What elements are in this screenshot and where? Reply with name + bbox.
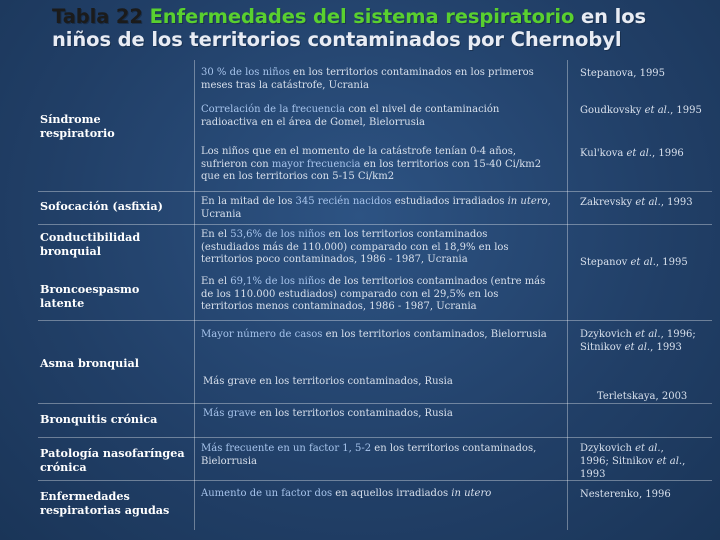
- table-number: Tabla 22: [52, 5, 143, 28]
- reference-author: Dzykovich: [580, 329, 636, 340]
- condition-label: Enfermedades respiratorias agudas: [40, 489, 170, 517]
- row-divider: [38, 437, 712, 438]
- reference-cell: [580, 442, 695, 481]
- evidence-text: Los niños que en el momento de la catástrofe tenían 0-4 años, sufrieron con: [201, 146, 517, 170]
- reference-cell: [580, 256, 710, 269]
- highlight-text: Más frecuente en un factor 1, 5-2: [201, 443, 372, 454]
- reference-author: Stepanov: [580, 257, 631, 268]
- reference-etal: et al.: [656, 456, 683, 467]
- evidence-text: , Ucrania: [201, 196, 551, 220]
- evidence-cell: [201, 104, 546, 129]
- row-divider: [38, 320, 712, 321]
- highlight-text: 345 recién nacidos: [295, 196, 392, 207]
- column-divider: [194, 60, 195, 530]
- reference-etal: et al.: [635, 443, 661, 454]
- reference-author: Goudkovsky: [580, 105, 645, 116]
- title-line2: niños de los territorios contaminados por Chernobyl: [52, 28, 622, 51]
- reference-cell: [580, 196, 705, 209]
- evidence-text: en los territorios contaminados, Bielorrusia: [201, 443, 537, 467]
- evidence-text: En la mitad de los: [201, 196, 296, 207]
- condition-label: Síndrome respiratorio: [40, 112, 115, 140]
- reference-year: , 1995: [655, 257, 688, 268]
- row-divider: [38, 191, 712, 192]
- reference-cell: Terletskaya, 2003: [597, 391, 688, 402]
- row-divider: [38, 403, 712, 404]
- reference-author: Zakrevsky: [580, 197, 636, 208]
- highlight-text: 53,6% de los niños: [230, 229, 326, 240]
- condition-label: Sofocación (asfixia): [40, 199, 163, 213]
- evidence-italic: in utero: [451, 488, 492, 499]
- reference-year: , 1996; Sitnikov: [580, 443, 664, 467]
- reference-year: , 1995: [670, 105, 702, 116]
- reference-etal: et al.: [644, 105, 671, 116]
- slide-title: [52, 5, 712, 51]
- highlight-text: 69,1% de los niños: [230, 276, 326, 287]
- condition-label: Asma bronquial: [40, 356, 139, 370]
- evidence-text: en aquellos irradiados: [332, 488, 452, 499]
- reference-etal: et al.: [635, 329, 661, 340]
- highlight-text: Correlación de la frecuencia: [201, 104, 346, 115]
- evidence-text: en los territorios con 15-40 Ci/km2 que en los territorios con 5-15 Ci/km2: [201, 158, 542, 182]
- evidence-text: en los territorios contaminados en los primeros meses tras la catástrofe, Ucrania: [201, 67, 534, 91]
- reference-year: , 1993: [650, 342, 682, 353]
- title-line1-rest: en los: [581, 5, 646, 28]
- highlight-text: Mayor número de casos: [201, 329, 323, 340]
- reference-etal: et al.: [626, 148, 652, 159]
- reference-etal: et al.: [630, 257, 656, 268]
- highlight-text: Aumento de un factor dos: [201, 488, 333, 499]
- reference-year: , 1993: [580, 456, 686, 480]
- reference-etal: et al.: [635, 197, 661, 208]
- condition-label: Patología nasofaríngea crónica: [40, 446, 185, 474]
- highlight-text: mayor frecuencia: [271, 158, 361, 170]
- evidence-text: de los territorios contaminados (entre más de los 110.000 estudiados) comparado con el 29,5% en los territorios menos contaminados, 1986 - 1987, Ucrania: [201, 276, 546, 312]
- condition-label: Broncoespasmo latente: [40, 282, 140, 310]
- evidence-italic: in utero: [507, 196, 548, 207]
- evidence-cell: [201, 229, 546, 267]
- row-divider: [38, 224, 712, 225]
- reference-cell: Nesterenko, 1996: [580, 489, 671, 500]
- evidence-cell: [201, 67, 551, 92]
- evidence-text: con el nivel de contaminación radioactiva en el área de Gomel, Bielorrusia: [201, 104, 500, 128]
- title-highlight: Enfermedades del sistema respiratorio: [149, 5, 575, 28]
- reference-cell: [580, 147, 715, 160]
- reference-year: , 1996: [651, 148, 684, 159]
- evidence-text: en los territorios contaminados, Rusia: [256, 408, 453, 419]
- condition-label: Conductibilidad bronquial: [40, 230, 141, 258]
- column-divider: [567, 60, 568, 530]
- evidence-cell: [201, 443, 546, 468]
- evidence-cell: [201, 276, 546, 314]
- highlight-text: Más grave: [203, 408, 257, 419]
- evidence-cell: [201, 196, 551, 221]
- reference-cell: [580, 104, 705, 117]
- condition-label: Bronquitis crónica: [40, 412, 158, 426]
- evidence-text: En el: [201, 229, 231, 240]
- reference-year: , 1993: [660, 197, 693, 208]
- evidence-cell: [201, 146, 546, 184]
- evidence-cell: Más grave en los territorios contaminados, Rusia: [203, 376, 453, 387]
- evidence-cell: [201, 329, 551, 342]
- evidence-cell: [203, 408, 548, 421]
- evidence-text: en los territorios contaminados (estudiados más de 110.000) comparado con el 18,9% en los territorios poco contaminados, 1986 - 1987, Ucrania: [201, 229, 509, 265]
- reference-author: Dzykovich: [580, 443, 636, 454]
- evidence-text: estudiados irradiados: [391, 196, 508, 207]
- reference-cell: Stepanova, 1995: [580, 68, 666, 79]
- evidence-text: En el: [201, 276, 231, 287]
- reference-cell: [580, 328, 705, 354]
- evidence-cell: [201, 488, 546, 501]
- highlight-text: 30 % de los niños: [201, 67, 290, 78]
- reference-year: , 1996; Sitnikov: [580, 329, 696, 353]
- reference-etal: et al.: [624, 342, 651, 353]
- reference-author: Kul'kova: [580, 148, 627, 159]
- evidence-text: en los territorios contaminados, Bielorrusia: [322, 329, 547, 340]
